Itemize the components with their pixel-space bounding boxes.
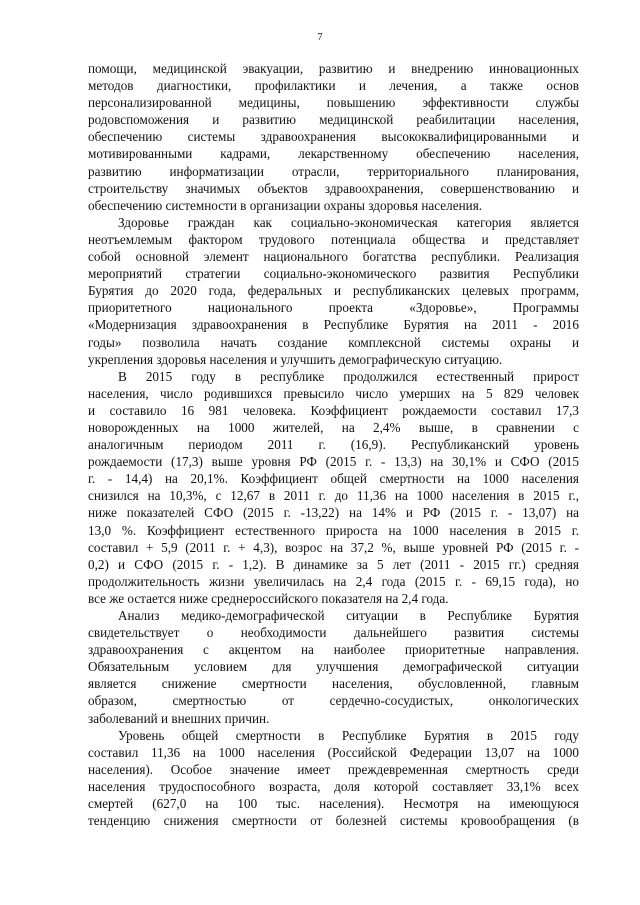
text-line: составил 11,36 на 1000 населения (Российской Федерации 13,07 на 1000 <box>88 744 579 760</box>
text-line: Уровень общей смертности в Республике Бурятия в 2015 году <box>118 727 579 743</box>
text-line: является снижение смертности населения, обусловленной, главным <box>88 676 579 692</box>
text-line: снизился на 10,3%, с 12,67 в 2011 г. до 11,36 на 1000 населения в 2015 г., <box>88 488 579 504</box>
text-line: строительству значимых объектов здравоохранения, совершенствованию и <box>88 180 579 196</box>
text-line: В 2015 году в республике продолжился естественный прирост <box>118 368 579 384</box>
text-line: все же остается ниже среднероссийского показателя на 2,4 года. <box>88 590 449 606</box>
text-line: помощи, медицинской эвакуации, развитию и внедрению инновационных <box>88 61 579 76</box>
text-line: аналогичным периодом 2011 г. (16,9). Республиканский уровень <box>88 437 579 453</box>
text-line: рождаемости (17,3) выше уровня РФ (2015 г. - 13,3) на 30,1% и СФО (2015 <box>88 454 579 470</box>
text-line: годы» позволила начать создание комплексной системы охраны и <box>88 334 579 350</box>
text-line: продолжительность жизни увеличилась на 2,4 года (2015 г. - 69,15 года), но <box>88 573 579 589</box>
text-line: населения трудоспособного возраста, доля которой составляет 33,1% всех <box>88 778 579 794</box>
text-line: Обязательным условием для улучшения демографической ситуации <box>88 659 579 675</box>
paragraph <box>88 214 579 368</box>
text-line: и составило 16 981 человека. Коэффициент рождаемости составил 17,3 <box>88 402 579 418</box>
text-line: методов диагностики, профилактики и лечения, а также основ <box>88 78 579 94</box>
text-line: смертей (627,0 на 100 тыс. населения). Несмотря на имеющуюся <box>88 796 579 812</box>
text-line: «Модернизация здравоохранения в Республике Бурятия на 2011 - 2016 <box>88 317 579 333</box>
text-line: развитию информатизации отрасли, территориального планирования, <box>88 163 579 179</box>
text-line: ниже показателей СФО (2015 г. -13,22) на 14% и РФ (2015 г. - 13,07) на <box>88 505 579 521</box>
text-line: заболеваний и внешних причин. <box>88 710 270 726</box>
text-line: 13,0 %. Коэффициент естественного прироста на 1000 населения в 2015 г. <box>88 522 579 538</box>
text-line: здравоохранения с акцентом на наиболее приоритетные направления. <box>88 642 579 658</box>
paragraph <box>88 60 579 214</box>
document-body <box>88 60 579 829</box>
paragraph <box>88 368 579 607</box>
text-line: собой основной элемент национального богатства республики. Реализация <box>88 249 579 265</box>
text-line: укрепления здоровья населения и улучшить демографическую ситуацию. <box>88 351 503 367</box>
text-line: составил + 5,9 (2011 г. + 4,3), возрос на 37,2 %, выше уровней РФ (2015 г. - <box>88 539 579 555</box>
text-line: мероприятий стратегии социально-экономического развития Республики <box>88 266 579 282</box>
paragraph <box>88 727 579 830</box>
page-number: 7 <box>317 32 323 43</box>
text-line: новорожденных на 1000 жителей, на 2,4% выше, в сравнении с <box>88 419 579 435</box>
text-line: населения, число родившихся превысило число умерших на 5 829 человек <box>88 385 579 401</box>
text-line: обеспечению системы здравоохранения высококвалифицированными и <box>88 129 579 145</box>
text-line: образом, смертностью от сердечно-сосудистых, онкологических <box>88 693 579 709</box>
text-line: г. - 14,4) на 20,1%. Коэффициент общей смертности на 1000 населения <box>88 471 579 487</box>
text-line: тенденцию снижения смертности от болезней системы кровообращения (в <box>88 813 579 829</box>
text-line: 0,2) и СФО (2015 г. - 1,2). В динамике за 5 лет (2011 - 2015 гг.) средняя <box>88 556 579 572</box>
text-line: обеспечению системности в организации охраны здоровья населения. <box>88 197 483 213</box>
text-line: Здоровье граждан как социально-экономическая категория является <box>118 214 579 230</box>
text-line: Анализ медико-демографической ситуации в Республике Бурятия <box>118 608 579 623</box>
text-line: неотъемлемым фактором трудового потенциала общества и представляет <box>88 231 579 247</box>
paragraph <box>88 607 579 727</box>
text-line: персонализированной медицины, повышению эффективности службы <box>88 95 579 111</box>
text-line: мотивированными кадрами, лекарственному обеспечению населения, <box>88 146 579 162</box>
text-line: родовспоможения и развитию медицинской реабилитации населения, <box>88 112 579 128</box>
text-line: приоритетного национального проекта «Здоровье», Программы <box>88 300 579 316</box>
text-line: Бурятия до 2020 года, федеральных и республиканских целевых программ, <box>88 283 579 299</box>
text-line: населения). Особое значение имеет преждевременная смертность среди <box>88 761 579 777</box>
text-line: свидетельствует о необходимости дальнейшего развития системы <box>88 625 579 641</box>
